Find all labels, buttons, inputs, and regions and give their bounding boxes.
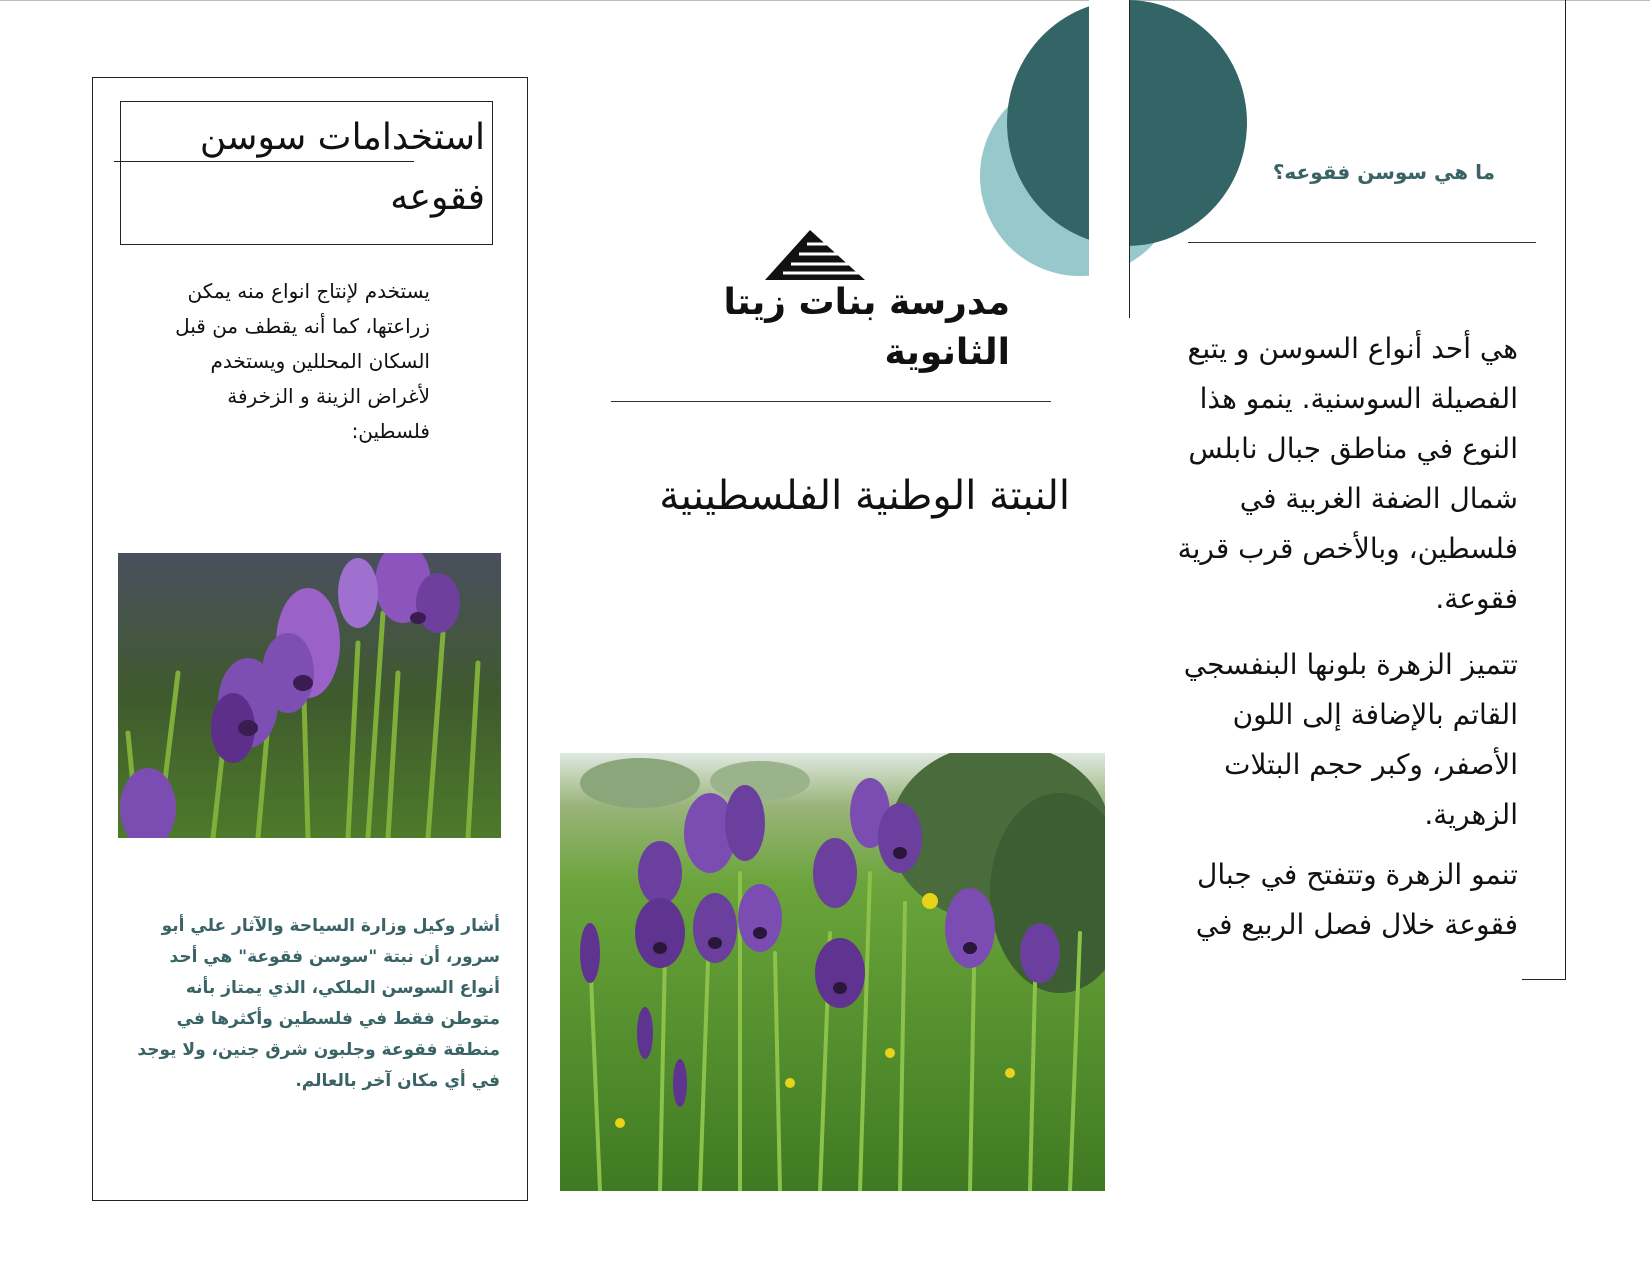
right-panel-divider <box>1188 242 1536 243</box>
right-paragraph-1: هي أحد أنواع السوسن و يتبع الفصيلة السوسنية. ينمو هذا النوع في مناطق جبال نابلس شمال الضفة الغربية في فلسطين، وبالأخص قرب قرية فقوعة. <box>1177 332 1518 615</box>
iris-field-photo <box>560 753 1105 1191</box>
center-divider <box>611 401 1051 402</box>
iris-field-illustration <box>560 753 1105 1191</box>
right-paragraph-3: تنمو الزهرة وتتفتح في جبال فقوعة خلال فصل الربيع في <box>1195 858 1518 941</box>
right-panel-bottom-border <box>1522 979 1566 980</box>
school-logo-icon <box>765 230 865 280</box>
right-panel-heading: ما هي سوسن فقوعه؟ <box>1272 160 1495 184</box>
left-panel-body: يستخدم لإنتاج انواع منه يمكن زراعتها، كما أنه يقطف من قبل السكان المحللين ويستخدم لأغراض الزينة و الزخرفة فلسطين: <box>175 279 430 443</box>
decorative-circle-mask <box>1089 0 1129 300</box>
right-panel-left-border <box>1129 0 1130 318</box>
left-panel-title: استخدامات سوسن فقوعه <box>199 117 485 218</box>
iris-closeup-photo <box>118 553 501 838</box>
iris-closeup-illustration <box>118 553 501 838</box>
top-border-line <box>0 0 1650 1</box>
right-paragraph-2: تتميز الزهرة بلونها البنفسجي القاتم بالإضافة إلى اللون الأصفر، وكبر حجم البتلات الزهرية. <box>1183 648 1518 831</box>
school-name: مدرسة بنات زيتا الثانوية <box>723 282 1010 373</box>
minister-quote: أشار وكيل وزارة السياحة والآثار علي أبو سرور، أن نبتة "سوسن فقوعة" هي أحد أنواع السوسن الملكي، الذي يمتاز بأنه متوطن فقط في فلسطين وأكثرها في منطقة فقوعة وجلبون شرق جنين، ولا يوجد في أي مكان آخر بالعالم. <box>137 916 500 1091</box>
national-plant-title: النبتة الوطنية الفلسطينية <box>659 473 1070 519</box>
right-panel-right-border <box>1565 0 1566 980</box>
